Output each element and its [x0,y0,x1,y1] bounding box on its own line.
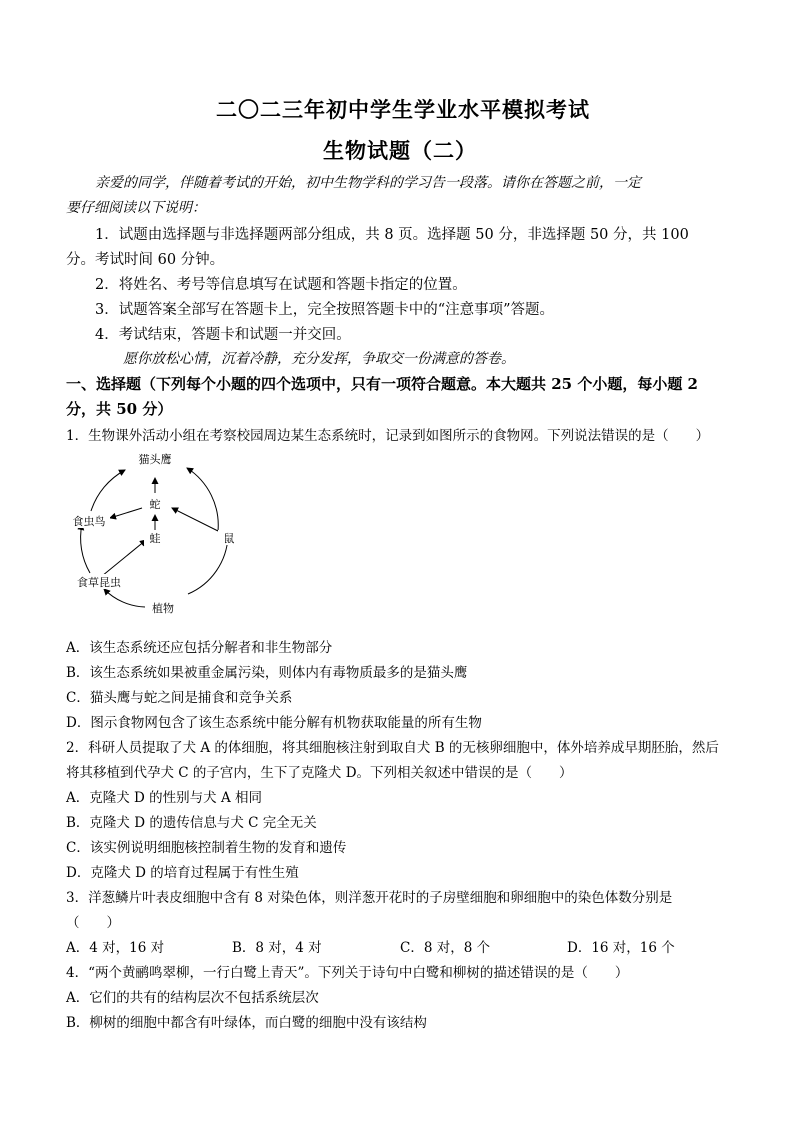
question-1-option-c: C．猫头鹰与蛇之间是捕食和竞争关系 [66,690,293,706]
node-frog: 蛙 [149,532,161,545]
question-2-option-a: A．克隆犬 D 的性别与犬 A 相同 [66,790,262,806]
food-web-diagram [60,448,260,623]
question-3-option-a: A．4 对，16 对 [66,940,165,956]
question-3-option-c: C．8 对，8 个 [400,940,491,956]
question-3-stem-cont: （ ） [66,915,120,931]
arrow-bird-owl [91,470,125,511]
section-heading-cont: 分，共 50 分） [66,400,173,418]
intro-wish: 愿你放松心情，沉着冷静，充分发挥，争取交一份满意的答卷。 [123,351,515,367]
arrow-mouse-snake [172,508,218,531]
question-3-stem: 3．洋葱鳞片叶表皮细胞中含有 8 对染色体，则洋葱开花时的子房壁细胞和卵细胞中的染色体数分别是 [66,890,673,906]
exam-title: 二〇二三年初中学生学业水平模拟考试 [216,97,590,122]
node-bird: 食虫鸟 [72,515,106,528]
note-4: 4．考试结束，答题卡和试题一并交回。 [95,327,351,343]
arrow-plant-insect [104,589,145,607]
question-4-stem: 4．“两个黄鹂鸣翠柳，一行白鹭上青天”。下列关于诗句中白鹭和柳树的描述错误的是（ ） [66,965,629,981]
arrow-mouse-owl [187,468,218,531]
question-3-option-b: B．8 对，4 对 [232,940,322,956]
note-3: 3．试题答案全部写在答题卡上，完全按照答题卡中的“注意事项”答题。 [95,302,555,318]
node-snake: 蛇 [149,498,161,511]
arrow-snake-bird [110,508,142,518]
note-1: 1．试题由选择题与非选择题两部分组成，共 8 页。选择题 50 分，非选择题 50 分，共 100 [95,227,689,243]
question-1-option-d: D．图示食物网包含了该生态系统中能分解有机物获取能量的所有生物 [66,715,482,731]
node-mouse: 鼠 [223,532,235,545]
question-2-option-c: C．该实例说明细胞核控制着生物的发育和遗传 [66,840,347,856]
intro-line-1: 亲爱的同学，伴随着考试的开始，初中生物学科的学习告一段落。请你在答题之前，一定 [95,175,641,191]
note-2: 2．将姓名、考号等信息填写在试题和答题卡指定的位置。 [95,277,467,293]
question-2-option-b: B．克隆犬 D 的遗传信息与犬 C 完全无关 [66,815,317,831]
question-4-option-b: B．柳树的细胞中都含有叶绿体，而白鹭的细胞中没有该结构 [66,1015,427,1031]
question-2-stem-cont: 将其移植到代孕犬 C 的子宫内，生下了克隆犬 D。下列相关叙述中错误的是（ ） [66,765,573,781]
intro-line-2: 要仔细阅读以下说明： [66,200,206,216]
node-insect: 食草昆虫 [77,576,121,589]
node-plant: 植物 [152,602,174,615]
node-owl: 猫头鹰 [138,453,172,466]
arrow-insect-frog [102,540,146,576]
question-2-stem: 2．科研人员提取了犬 A 的体细胞，将其细胞核注射到取自犬 B 的无核卵细胞中，体外培养成早期胚胎，然后 [66,740,719,756]
question-3-option-d: D．16 对，16 个 [567,940,675,956]
question-1-stem: 1．生物课外活动小组在考察校园周边某生态系统时，记录到如图所示的食物网。下列说法错误的是（ ） [66,428,710,444]
arrow-insect-bird [81,524,90,573]
question-4-option-a: A．它们的共有的结构层次不包括系统层次 [66,990,319,1006]
exam-subtitle: 生物试题（二） [323,138,477,163]
question-1-option-b: B．该生态系统如果被重金属污染，则体内有毒物质最多的是猫头鹰 [66,665,468,681]
section-heading: 一、选择题（下列每个小题的四个选项中，只有一项符合题意。本大题共 25 个小题，每小题 2 [66,375,698,393]
question-1-option-a: A．该生态系统还应包括分解者和非生物部分 [66,640,333,656]
note-1-cont: 分。考试时间 60 分钟。 [66,252,225,268]
question-2-option-d: D．克隆犬 D 的培育过程属于有性生殖 [66,865,299,881]
